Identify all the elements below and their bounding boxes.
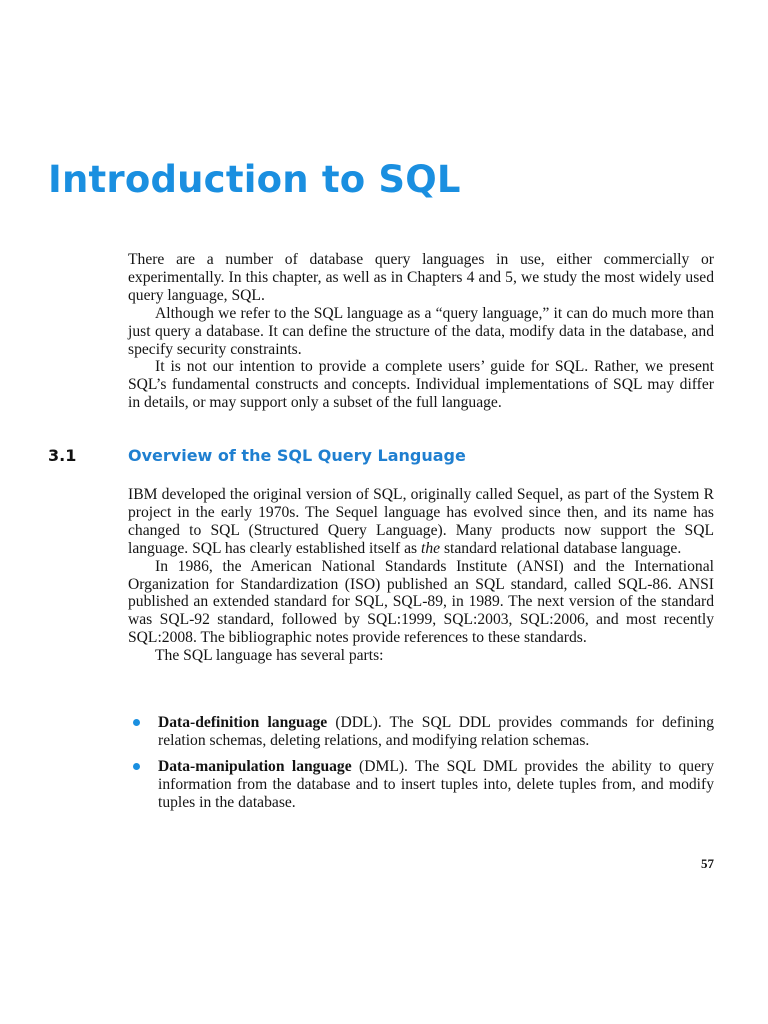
bullet-term: Data-manipulation language: [158, 757, 352, 775]
section-paragraph-1: [128, 486, 714, 558]
list-item: [128, 714, 714, 750]
intro-paragraph-3: It is not our intention to provide a complete users’ guide for SQL. Rather, we present SQL’s fundamental constructs and concepts. Individual implementations of SQL may differ in details, or may support only a subset of the full language.: [128, 358, 714, 412]
section-paragraph-1-part-b: standard relational database language.: [440, 539, 682, 557]
section-title: Overview of the SQL Query Language: [128, 446, 466, 465]
intro-paragraph-2: Although we refer to the SQL language as a “query language,” it can do much more than just query a database. It can define the structure of the data, modify data in the database, and specify security constraints.: [128, 304, 714, 358]
list-item: [128, 758, 714, 812]
section-paragraph-2: In 1986, the American National Standards Institute (ANSI) and the International Organization for Standardization (ISO) published an SQL standard, called SQL-86. ANSI published an extended standard for SQL, SQL-89, in 1989. The next version of the standard was SQL-92 standard, followed by SQL:1999, SQL:2003, SQL:2006, and most recently SQL:2008. The bibliographic notes provide references to these standards.: [128, 557, 714, 647]
section-paragraph-1-part-a: IBM developed the original version of SQL, originally called Sequel, as part of the System R project in the early 1970s. The Sequel language has evolved since then, and its name has changed to SQL (Structured Query Language). Many products now support the SQL language. SQL has clearly established itself as: [128, 486, 714, 557]
page-number: 57: [701, 856, 714, 871]
bullet-text: (DML). The SQL DML provides the ability to query information from the database and to insert tuples into, delete tuples from, and modify tuples in the database.: [158, 757, 715, 811]
section-paragraph-3: The SQL language has several parts:: [155, 647, 384, 665]
sql-parts-list: [128, 714, 714, 820]
bullet-icon: [133, 763, 140, 770]
bullet-text: (DDL). The SQL DDL provides commands for defining relation schemas, deleting relations, and modifying relation schemas.: [158, 714, 714, 749]
section-number: 3.1: [48, 446, 77, 465]
intro-paragraph-1: There are a number of database query languages in use, either commercially or experimentally. In this chapter, as well as in Chapters 4 and 5, we study the most widely used query language, SQL.: [128, 251, 714, 304]
bullet-term: Data-definition language: [158, 714, 328, 731]
chapter-intro: [128, 251, 714, 412]
emphasis-the: the: [421, 539, 441, 557]
section-body: [128, 486, 714, 665]
chapter-title: Introduction to SQL: [48, 158, 461, 201]
bullet-icon: [133, 719, 140, 726]
